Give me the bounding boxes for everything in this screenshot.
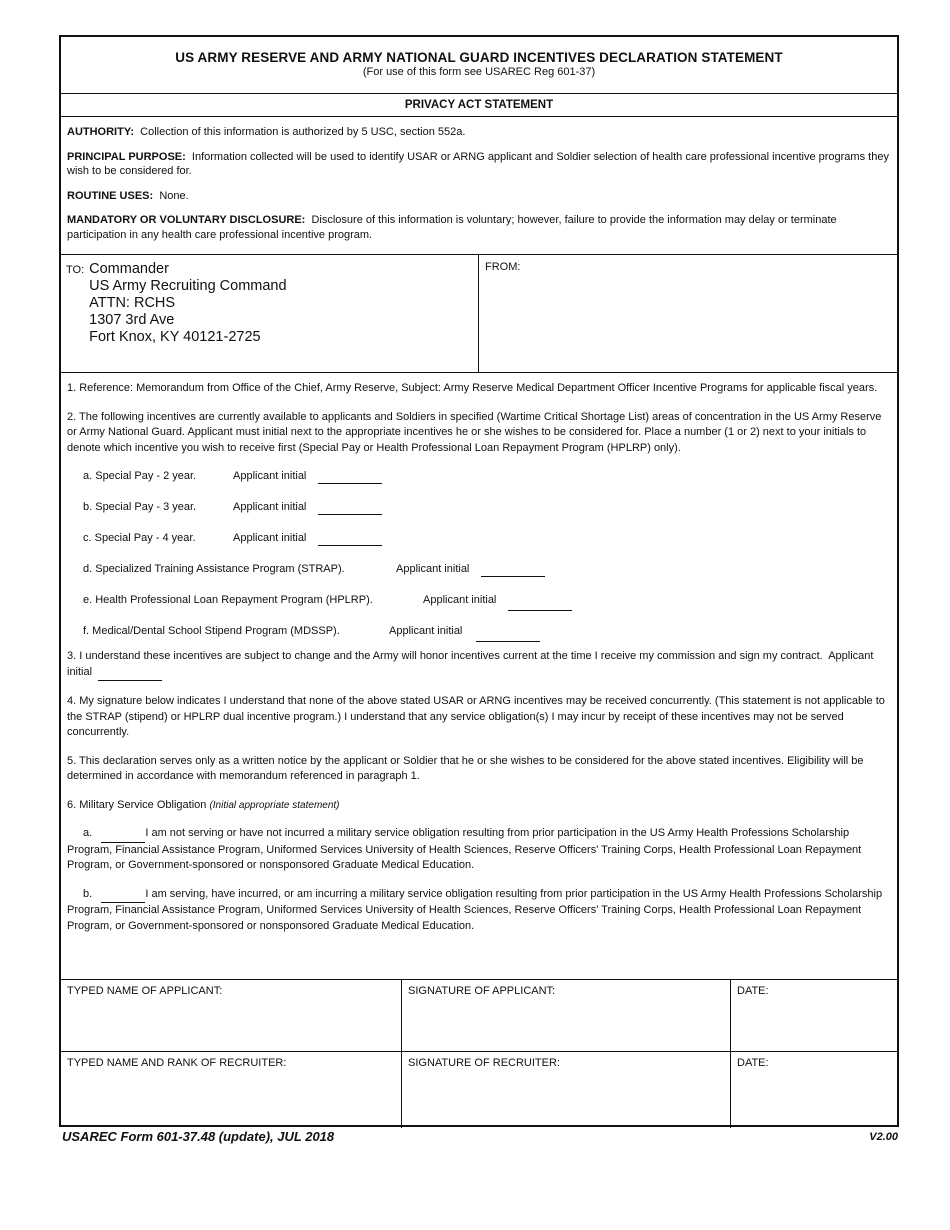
form-id: USAREC Form 601-37.48 (update), JUL 2018	[62, 1129, 335, 1144]
form-title: US ARMY RESERVE AND ARMY NATIONAL GUARD INCENTIVES DECLARATION STATEMENT	[175, 50, 783, 65]
incentive-label: a. Special Pay - 2 year.	[83, 470, 197, 482]
recruiter-signature-label: SIGNATURE OF RECRUITER:	[408, 1057, 560, 1069]
purpose-text: Information collected will be used to identify USAR or ARNG applicant and Soldier selection of health care professional incentive programs they wish to be considered for.	[67, 150, 889, 177]
paragraph-3-text: 3. I understand these incentives are subject to change and the Army will honor incentives current at the time I receive my commission and sign my contract.	[67, 650, 823, 662]
incentive-label: e. Health Professional Loan Repayment Program (HPLRP).	[83, 594, 373, 606]
obligation-a-text: I am not serving or have not incurred a military service obligation resulting from prior participation in the US Army Health Professions Scholarship Program, Financial Assistance Program, Uniformed Services University of Health Sciences, Reserve Officers' Training Corps, Health Professional Loan Repayment Program, or Government-sponsored or nonsponsored Graduate Medical Education.	[67, 827, 862, 871]
routine-text: None.	[159, 189, 189, 202]
initial-field[interactable]	[318, 483, 382, 484]
initial-label: Applicant initial	[423, 594, 497, 606]
recruiter-signature-field[interactable]	[402, 1052, 731, 1128]
privacy-heading: PRIVACY ACT STATEMENT	[61, 94, 897, 117]
obligation-a-label: a.	[83, 827, 93, 839]
initial-field[interactable]	[318, 545, 382, 546]
form-footer	[62, 1129, 898, 1144]
from-field[interactable]	[479, 255, 897, 372]
form-body	[61, 373, 897, 980]
purpose-label: PRINCIPAL PURPOSE:	[67, 150, 186, 163]
authority-label: AUTHORITY:	[67, 126, 135, 138]
paragraph-2: 2. The following incentives are currently available to applicants and Soldiers in specified (Wartime Critical Shortage List) areas of concentration in the US Army Reserve or Army National Guard. Applicant must initial next to the appropriate incentives he or she wishes to be considered for. Place a number (1 or 2) next to your initials to denote which incentive you wish to receive first (Special Pay or Health Professional Loan Repayment Program (HPLRP) only).	[67, 410, 882, 454]
incentive-label: c. Special Pay - 4 year.	[83, 532, 196, 544]
incentive-item	[67, 562, 891, 593]
initial-field[interactable]	[481, 576, 545, 577]
incentive-item	[67, 593, 891, 624]
recruiter-date-field[interactable]	[731, 1052, 897, 1128]
paragraph-6-text: 6. Military Service Obligation	[67, 798, 207, 811]
address-block	[61, 255, 897, 373]
address-line: US Army Recruiting Command	[89, 278, 287, 294]
recruiter-name-field[interactable]	[61, 1052, 402, 1128]
incentive-item	[67, 624, 891, 649]
incentives-form	[59, 35, 899, 1127]
incentive-label: b. Special Pay - 3 year.	[83, 501, 197, 513]
applicant-name-field[interactable]	[61, 980, 402, 1052]
disclosure-text: Disclosure of this information is voluntary; however, failure to provide the information may delay or terminate participation in any health care professional incentive program.	[67, 214, 837, 241]
address-line: Commander	[89, 261, 169, 277]
obligation-b-label: b.	[83, 887, 93, 900]
applicant-name-label: TYPED NAME OF APPLICANT:	[67, 985, 223, 997]
incentive-item	[67, 469, 891, 500]
obligation-a	[67, 826, 891, 874]
initial-field[interactable]	[508, 610, 572, 611]
address-line: Fort Knox, KY 40121-2725	[89, 329, 261, 345]
paragraph-4: 4. My signature below indicates I understand that none of the above stated USAR or ARNG incentives may be received concurrently. (This statement is not applicable to the STRAP (stipend) or HPLRP dual incentive program.) I understand that any service obligation(s) I may incur by receipt of these incentives may not be served concurrently.	[67, 695, 885, 738]
signature-grid	[61, 980, 897, 1128]
authority-text: Collection of this information is authorized by 5 USC, section 552a.	[140, 126, 466, 138]
disclosure-label: MANDATORY OR VOLUNTARY DISCLOSURE:	[67, 214, 306, 226]
initial-label: Applicant initial	[233, 532, 307, 544]
paragraph-5: 5. This declaration serves only as a written notice by the applicant or Soldier that he or she wishes to be considered for the above stated incentives. Eligibility will be determined in accordance with memorandum referenced in paragraph 1.	[67, 754, 864, 782]
initial-label: Applicant initial	[233, 501, 307, 513]
applicant-date-field[interactable]	[731, 980, 897, 1052]
privacy-section	[61, 117, 897, 255]
initial-label: Applicant initial	[389, 625, 463, 637]
form-version: V2.00	[869, 1131, 898, 1143]
from-label: FROM:	[485, 261, 521, 273]
applicant-signature-label: SIGNATURE OF APPLICANT:	[408, 985, 556, 997]
to-field	[61, 255, 479, 372]
incentive-item	[67, 500, 891, 531]
obligation-b-text: I am serving, have incurred, or am incurring a military service obligation resulting from prior participation in the US Army Health Professions Scholarship Program, Financial Assistance Program, Uniformed Services University of Health Sciences, Reserve Officers' Training Corps, Health Professional Loan Repayment Program, or Government-sponsored or nonsponsored Graduate Medical Education.	[67, 887, 883, 932]
to-label: TO:	[66, 264, 85, 276]
initial-label: Applicant initial	[396, 563, 470, 575]
paragraph-6-note: (Initial appropriate statement)	[209, 799, 340, 811]
form-subtitle: (For use of this form see USAREC Reg 601-37)	[362, 66, 596, 78]
paragraph-6	[67, 798, 891, 814]
initial-field[interactable]	[98, 665, 162, 682]
applicant-date-label: DATE:	[737, 985, 769, 997]
obligation-a-initial-field[interactable]	[101, 826, 145, 843]
initial-field[interactable]	[318, 514, 382, 515]
obligation-b	[67, 887, 891, 935]
address-line: 1307 3rd Ave	[89, 312, 175, 328]
to-address	[89, 261, 286, 366]
recruiter-name-label: TYPED NAME AND RANK OF RECRUITER:	[67, 1057, 287, 1069]
incentive-item	[67, 531, 891, 562]
form-header	[61, 37, 897, 94]
recruiter-date-label: DATE:	[737, 1057, 769, 1069]
incentive-label: d. Specialized Training Assistance Program (STRAP).	[83, 563, 345, 575]
paragraph-3	[67, 649, 891, 681]
initial-label: Applicant initial	[233, 470, 307, 482]
obligation-b-initial-field[interactable]	[101, 887, 145, 904]
incentive-label: f. Medical/Dental School Stipend Program (MDSSP).	[83, 625, 340, 637]
routine-label: ROUTINE USES:	[67, 189, 154, 202]
initial-label: Applicant initial	[67, 650, 874, 678]
applicant-signature-field[interactable]	[402, 980, 731, 1052]
address-line: ATTN: RCHS	[89, 295, 176, 311]
initial-field[interactable]	[476, 641, 540, 642]
paragraph-1: 1. Reference: Memorandum from Office of the Chief, Army Reserve, Subject: Army Reserve Medical Department Officer Incentive Programs for applicable fiscal years.	[67, 382, 878, 394]
